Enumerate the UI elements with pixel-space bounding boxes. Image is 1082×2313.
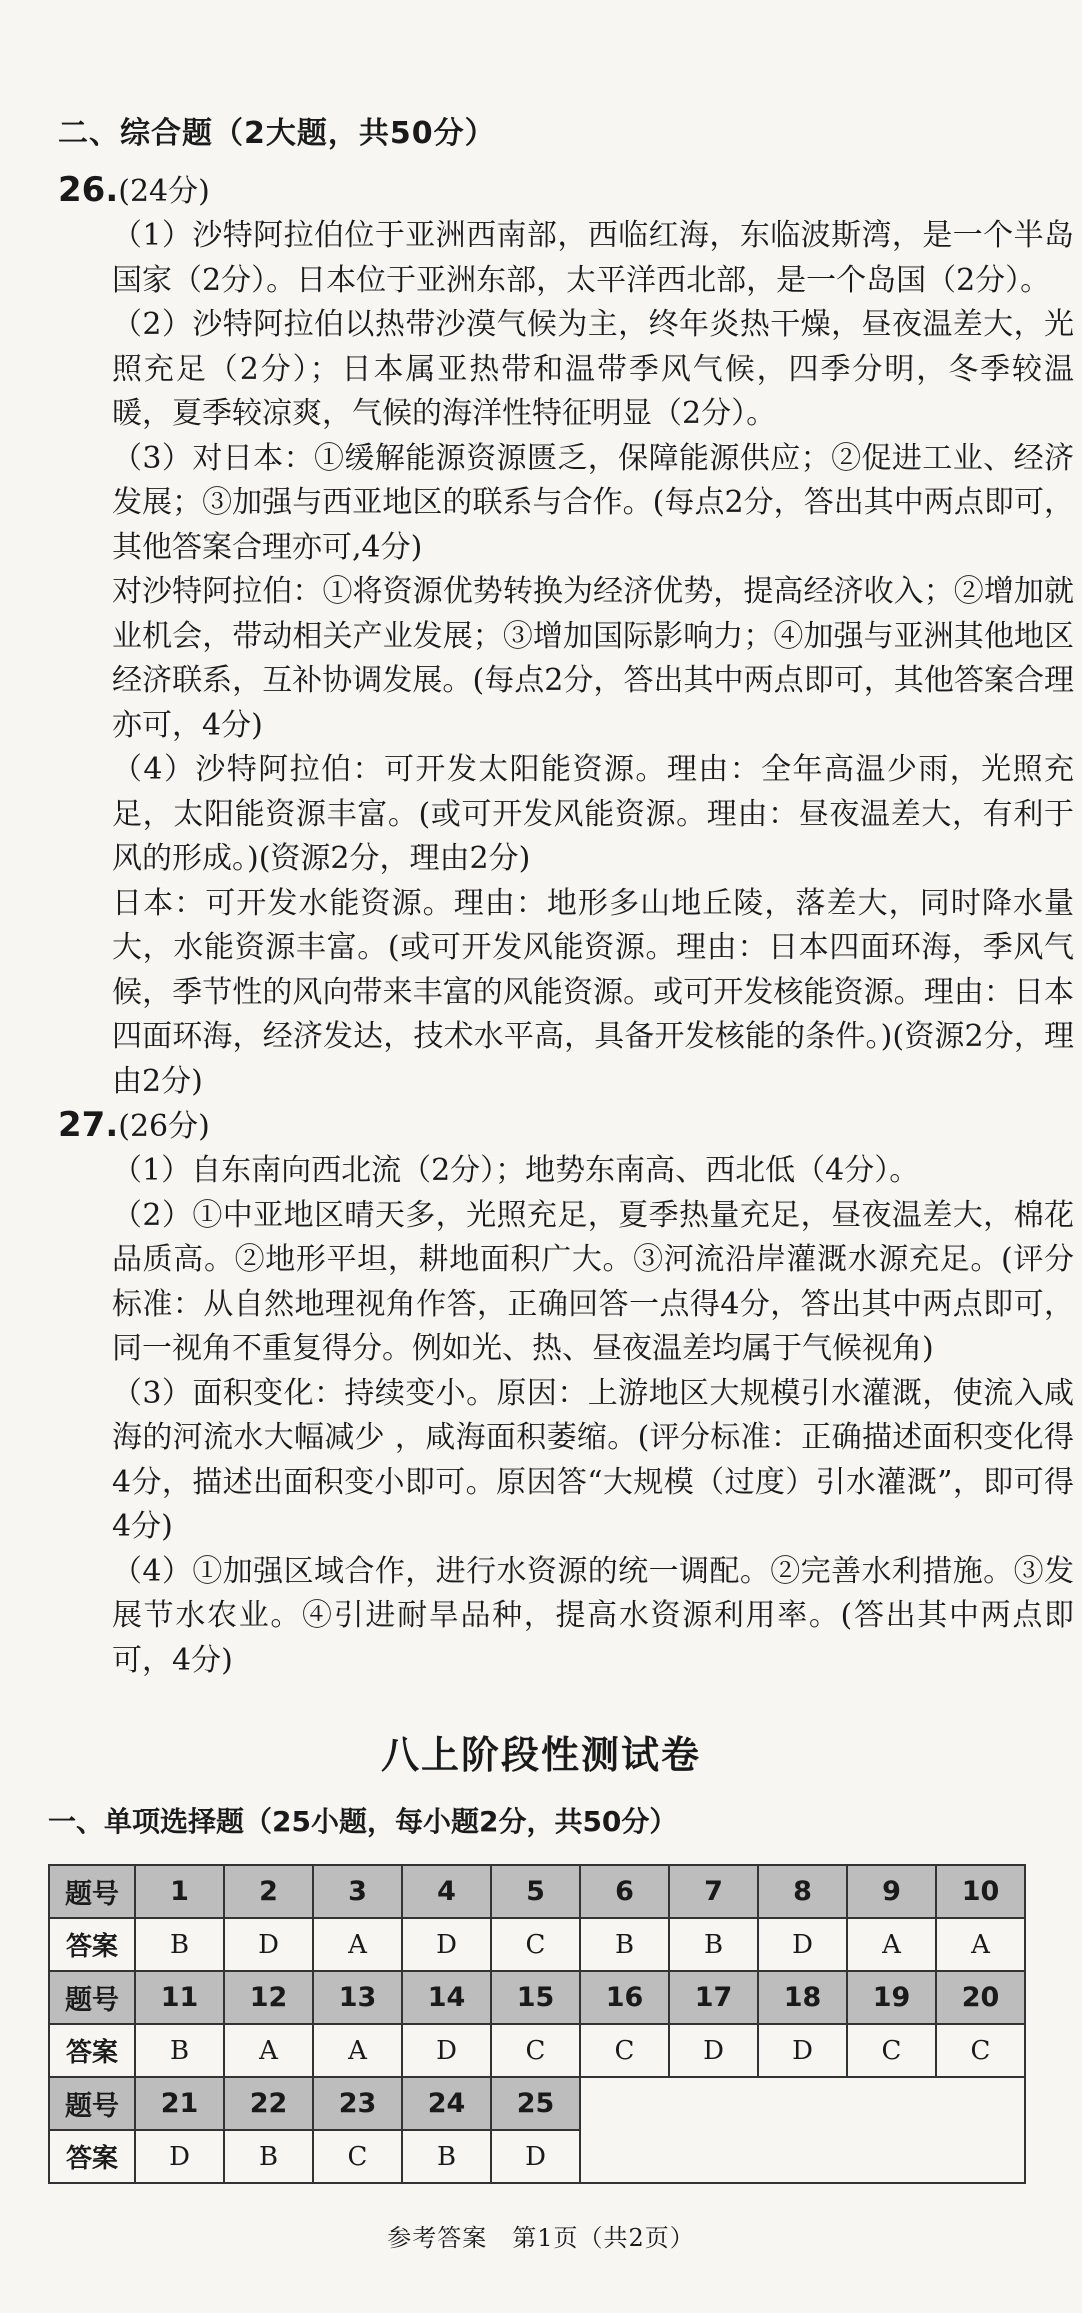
answer-label: 答案 bbox=[49, 2024, 135, 2077]
number-label: 题号 bbox=[49, 1971, 135, 2024]
question-number-cell: 10 bbox=[936, 1865, 1025, 1918]
question-number-cell: 18 bbox=[758, 1971, 847, 2024]
section-heading-comprehensive: 二、综合题（2大题，共50分） bbox=[58, 116, 496, 151]
answer-paragraph: （3）对日本：①缓解能源资源匮乏，保障能源供应；②促进工业、经济发展；③加强与西亚地区的联系与合作。(每点2分，答出其中两点即可，其他答案合理亦可,4分) bbox=[112, 440, 1074, 565]
question-27 bbox=[58, 1103, 1075, 1683]
answer-cell: A bbox=[313, 2024, 402, 2077]
answer-table bbox=[48, 1864, 1026, 2184]
question-number-cell: 2 bbox=[224, 1865, 313, 1918]
answer-cell: D bbox=[402, 2024, 491, 2077]
answer-paragraph: 对沙特阿拉伯：①将资源优势转换为经济优势，提高经济收入；②增加就业机会，带动相关产业发展；③增加国际影响力；④加强与亚洲其他地区经济联系，互补协调发展。(每点2分，答出其中两点即可，其他答案合理亦可，4分) bbox=[112, 574, 1074, 743]
question-number-row bbox=[49, 2077, 1025, 2130]
question-number-cell: 9 bbox=[847, 1865, 936, 1918]
question-number-cell: 14 bbox=[402, 1971, 491, 2024]
question-number-cell: 25 bbox=[491, 2077, 580, 2130]
answer-cell: D bbox=[758, 1918, 847, 1971]
question-score: (26分) bbox=[118, 1109, 210, 1144]
question-number-cell: 13 bbox=[313, 1971, 402, 2024]
answer-cell: B bbox=[224, 2130, 313, 2183]
answer-paragraph: （4）①加强区域合作，进行水资源的统一调配。②完善水利措施。③发展节水农业。④引进耐旱品种，提高水资源利用率。(答出其中两点即可，4分) bbox=[112, 1553, 1075, 1678]
question-number-row bbox=[49, 1971, 1025, 2024]
number-label: 题号 bbox=[49, 2077, 135, 2130]
answer-paragraph: 日本：可开发水能资源。理由：地形多山地丘陵，落差大，同时降水量大，水能资源丰富。(或可开发风能资源。理由：日本四面环海，季风气候，季节性的风向带来丰富的风能资源。或可开发核能资源。理由：日本四面环海，经济发达，技术水平高，具备开发核能的条件。)(资源2分，理由2分) bbox=[112, 885, 1074, 1099]
number-label: 题号 bbox=[49, 1865, 135, 1918]
answer-cell: D bbox=[669, 2024, 758, 2077]
question-number: 26. bbox=[58, 170, 119, 210]
page-footer: 参考答案 第1页（共2页） bbox=[387, 2224, 695, 2252]
question-number-cell: 7 bbox=[669, 1865, 758, 1918]
question-number-cell: 8 bbox=[758, 1865, 847, 1918]
answer-cell: B bbox=[402, 2130, 491, 2183]
question-number-cell: 16 bbox=[580, 1971, 669, 2024]
question-number-cell: 22 bbox=[224, 2077, 313, 2130]
answer-paragraph: （1）沙特阿拉伯位于亚洲西南部，西临红海，东临波斯湾，是一个半岛国家（2分）。日本位于亚洲东部，太平洋西北部，是一个岛国（2分）。 bbox=[112, 218, 1074, 298]
question-number-cell: 6 bbox=[580, 1865, 669, 1918]
empty-cell bbox=[580, 2077, 1025, 2183]
question-number-cell: 24 bbox=[402, 2077, 491, 2130]
answer-cell: C bbox=[847, 2024, 936, 2077]
answer-cell: B bbox=[580, 1918, 669, 1971]
answer-cell: C bbox=[313, 2130, 402, 2183]
answer-cell: A bbox=[936, 1918, 1025, 1971]
answer-paragraph: （3）面积变化：持续变小。原因：上游地区大规模引水灌溉，使流入咸海的河流水大幅减少 ，咸海面积萎缩。(评分标准：正确描述面积变化得4分，描述出面积变小即可。原因答“大规模（过度）引水灌溉”，即可得4分) bbox=[112, 1375, 1074, 1544]
answer-label: 答案 bbox=[49, 1918, 135, 1971]
question-number-cell: 11 bbox=[135, 1971, 224, 2024]
answer-cell: D bbox=[402, 1918, 491, 1971]
answer-cell: C bbox=[491, 2024, 580, 2077]
question-number-cell: 21 bbox=[135, 2077, 224, 2130]
answer-cell: D bbox=[224, 1918, 313, 1971]
question-number: 27. bbox=[58, 1105, 119, 1145]
question-number-cell: 1 bbox=[135, 1865, 224, 1918]
question-number-cell: 23 bbox=[313, 2077, 402, 2130]
question-26 bbox=[58, 168, 1074, 1104]
answer-paragraph: （4）沙特阿拉伯：可开发太阳能资源。理由：全年高温少雨，光照充足，太阳能资源丰富。(或可开发风能资源。理由：昼夜温差大，有利于风的形成。)(资源2分，理由2分) bbox=[112, 752, 1074, 876]
answer-cell: B bbox=[669, 1918, 758, 1971]
question-number-cell: 20 bbox=[936, 1971, 1025, 2024]
answer-cell: D bbox=[491, 2130, 580, 2183]
answer-paragraph: （2）①中亚地区晴天多，光照充足，夏季热量充足，昼夜温差大，棉花品质高。②地形平坦，耕地面积广大。③河流沿岸灌溉水源充足。(评分标准：从自然地理视角作答，正确回答一点得4分，答出其中两点即可，同一视角不重复得分。例如光、热、昼夜温差均属于气候视角) bbox=[112, 1197, 1074, 1366]
test-title: 八上阶段性测试卷 bbox=[380, 1733, 701, 1777]
answer-cell: C bbox=[491, 1918, 580, 1971]
section-heading-multiple-choice: 一、单项选择题（25小题，每小题2分，共50分） bbox=[48, 1805, 678, 1838]
answer-row bbox=[49, 1918, 1025, 1971]
answer-cell: A bbox=[847, 1918, 936, 1971]
answer-label: 答案 bbox=[49, 2130, 135, 2183]
question-number-cell: 15 bbox=[491, 1971, 580, 2024]
question-score: (24分) bbox=[118, 174, 210, 209]
question-number-cell: 12 bbox=[224, 1971, 313, 2024]
answer-cell: D bbox=[135, 2130, 224, 2183]
question-number-cell: 17 bbox=[669, 1971, 758, 2024]
answer-paragraph: （1）自东南向西北流（2分）；地势东南高、西北低（4分）。 bbox=[112, 1153, 920, 1188]
answer-cell: C bbox=[936, 2024, 1025, 2077]
answer-cell: C bbox=[580, 2024, 669, 2077]
question-number-cell: 19 bbox=[847, 1971, 936, 2024]
answer-cell: D bbox=[758, 2024, 847, 2077]
question-number-cell: 4 bbox=[402, 1865, 491, 1918]
question-number-cell: 3 bbox=[313, 1865, 402, 1918]
answer-cell: A bbox=[313, 1918, 402, 1971]
question-number-row bbox=[49, 1865, 1025, 1918]
answer-cell: B bbox=[135, 2024, 224, 2077]
answer-cell: B bbox=[135, 1918, 224, 1971]
answer-paragraph: （2）沙特阿拉伯以热带沙漠气候为主，终年炎热干燥，昼夜温差大，光照充足（2分）；日本属亚热带和温带季风气候，四季分明，冬季较温暖，夏季较凉爽，气候的海洋性特征明显（2分）。 bbox=[112, 307, 1074, 431]
question-number-cell: 5 bbox=[491, 1865, 580, 1918]
answer-row bbox=[49, 2024, 1025, 2077]
answer-cell: A bbox=[224, 2024, 313, 2077]
